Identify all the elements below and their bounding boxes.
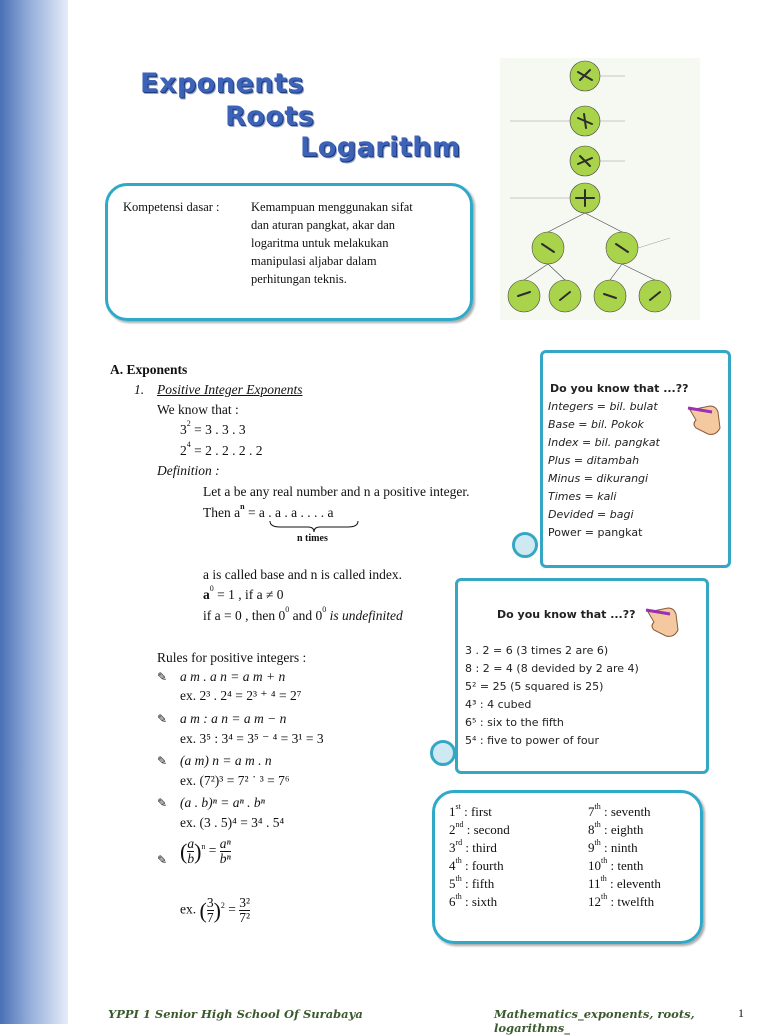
pointing-hand-icon [686, 398, 724, 438]
dyk-1-item: Times = kali [548, 490, 617, 503]
dyk-1-item: Minus = dikurangi [548, 472, 649, 485]
ordinal-item: 2nd : second [449, 820, 510, 837]
definition-line: Let a be any real number and n a positive integer. [203, 484, 470, 499]
rule-5-example: ex. ( $\frac{3}{7}$ )$^2$ = $\frac{\text{3²}}{\text{7²}}$ [180, 895, 251, 925]
ordinal-item: 12th : twelfth [588, 892, 655, 909]
ordinal-item: 7th : seventh [588, 802, 651, 819]
dyk-1-title: Do you know that ...?? [550, 382, 689, 395]
called-text: a is called base and n is called index. [203, 567, 403, 582]
footer-subject: Mathematics_exponents, roots, logarithms_ [494, 1007, 695, 1035]
ordinal-item: 5th : fifth [449, 874, 495, 891]
dyk-1-item: Plus = ditambah [548, 454, 640, 467]
dyk-2-item: 5² = 25 (5 squared is 25) [465, 680, 604, 693]
scroll-curl-icon [512, 532, 538, 558]
rule-bullet-icon: ✎ [157, 670, 168, 684]
ordinal-item: 8th : eighth [588, 820, 644, 837]
title-exponents: Exponents [140, 68, 304, 99]
pointing-hand-icon [644, 600, 682, 640]
kompetensi-line: perhitungan teknis. [251, 272, 347, 286]
rule-1: a m . a n = a m + n [180, 669, 286, 684]
dyk-1-list [548, 398, 660, 542]
example-eq2: $2^4 = 2$ . 2 . 2 . 2 [180, 440, 263, 458]
we-know-text: We know that : [157, 402, 239, 417]
underbrace [268, 519, 360, 533]
rule-bullet-icon: ✎ [157, 754, 168, 768]
dyk-2-title: Do you know that ...?? [497, 608, 636, 621]
example-eq1: $3^2 = 3$ . 3 . 3 [180, 419, 246, 437]
ordinal-item: 3rd : third [449, 838, 497, 855]
rule-2-example: ex. 3⁵ : 3⁴ = 3⁵ ⁻ ⁴ = 3¹ = 3 [180, 731, 324, 746]
ordinal-item: 9th : ninth [588, 838, 638, 855]
left-sidebar-band [0, 0, 68, 1024]
rule-1-example: ex. 2³ . 2⁴ = 2³ ⁺ ⁴ = 2⁷ [180, 688, 302, 703]
rules-title: Rules for positive integers : [157, 650, 307, 665]
dyk-1-item: Power = pangkat [548, 526, 643, 539]
subsection-number: 1. [134, 382, 145, 397]
rule-bullet-icon: ✎ [157, 796, 168, 810]
dyk-2-item: 8 : 2 = 4 (8 devided by 2 are 4) [465, 662, 639, 675]
ordinal-item: 1st : first [449, 802, 492, 819]
rule-bullet-icon: ✎ [157, 853, 168, 867]
section-heading: A. Exponents [110, 362, 188, 377]
dyk-2-item: 6⁵ : six to the fifth [465, 716, 564, 729]
rule-5-fraction: ( $\frac{a}{b}$ )$^n$ = $\frac{\text{aⁿ}}{\text{bⁿ}}$ [180, 836, 231, 866]
dyk-2-item: 3 . 2 = 6 (3 times 2 are 6) [465, 644, 609, 657]
rule-4-example: ex. (3 . 5)⁴ = 3⁴ . 5⁴ [180, 815, 285, 830]
kompetensi-line: manipulasi aljabar dalam [251, 254, 377, 268]
definition-label: Definition : [157, 463, 220, 478]
ordinals-left-column [449, 803, 510, 911]
rule-3: (a m) n = a m . n [180, 753, 272, 768]
rule-3-example: ex. (7²)³ = 7² ˙ ³ = 7⁶ [180, 773, 290, 788]
title-roots: Roots [225, 101, 315, 132]
rule-2: a m : a n = a m − n [180, 711, 287, 726]
rule-bullet-icon: ✎ [157, 712, 168, 726]
kompetensi-line: logaritma untuk melakukan [251, 236, 389, 250]
dyk-1-item: Index = bil. pangkat [548, 436, 660, 449]
zero-power-zero: if a = 0 , then $0^0$ and $0^0$ is undefinited [203, 605, 403, 623]
dyk-2-item: 5⁴ : five to power of four [465, 734, 600, 747]
a-zero-rule: $a^0 = 1$ , if a ≠ 0 [203, 584, 284, 602]
ordinal-item: 6th : sixth [449, 892, 498, 909]
kompetensi-label: Kompetensi dasar : [123, 200, 220, 214]
kompetensi-line: Kemampuan menggunakan sifat [251, 200, 413, 214]
subsection-title: Positive Integer Exponents [157, 382, 303, 397]
rule-4: (a . b)ⁿ = aⁿ . bⁿ [180, 795, 265, 810]
ordinals-right-column [588, 803, 661, 911]
dyk-1-item: Integers = bil. bulat [548, 400, 658, 413]
footer-school: YPPI 1 Senior High School Of Surabaya [108, 1007, 363, 1021]
kompetensi-line: dan aturan pangkat, akar dan [251, 218, 396, 232]
page-number: 1 [738, 1006, 744, 1020]
ordinal-item: 11th : eleventh [588, 874, 661, 891]
dyk-1-item: Base = bil. Pokok [548, 418, 644, 431]
n-times-label: n times [297, 533, 328, 544]
scroll-curl-icon [430, 740, 456, 766]
dyk-1-item: Devided = bagi [548, 508, 634, 521]
cell-division-illustration [500, 58, 700, 320]
kompetensi-text [251, 198, 449, 288]
dyk-2-list [465, 642, 639, 750]
then-equation: Then $a^n = a$ . a . a . . . . a [203, 502, 334, 520]
ordinal-item: 10th : tenth [588, 856, 644, 873]
dyk-2-item: 4³ : 4 cubed [465, 698, 532, 711]
ordinal-item: 4th : fourth [449, 856, 504, 873]
title-logarithm: Logarithm [300, 132, 461, 163]
